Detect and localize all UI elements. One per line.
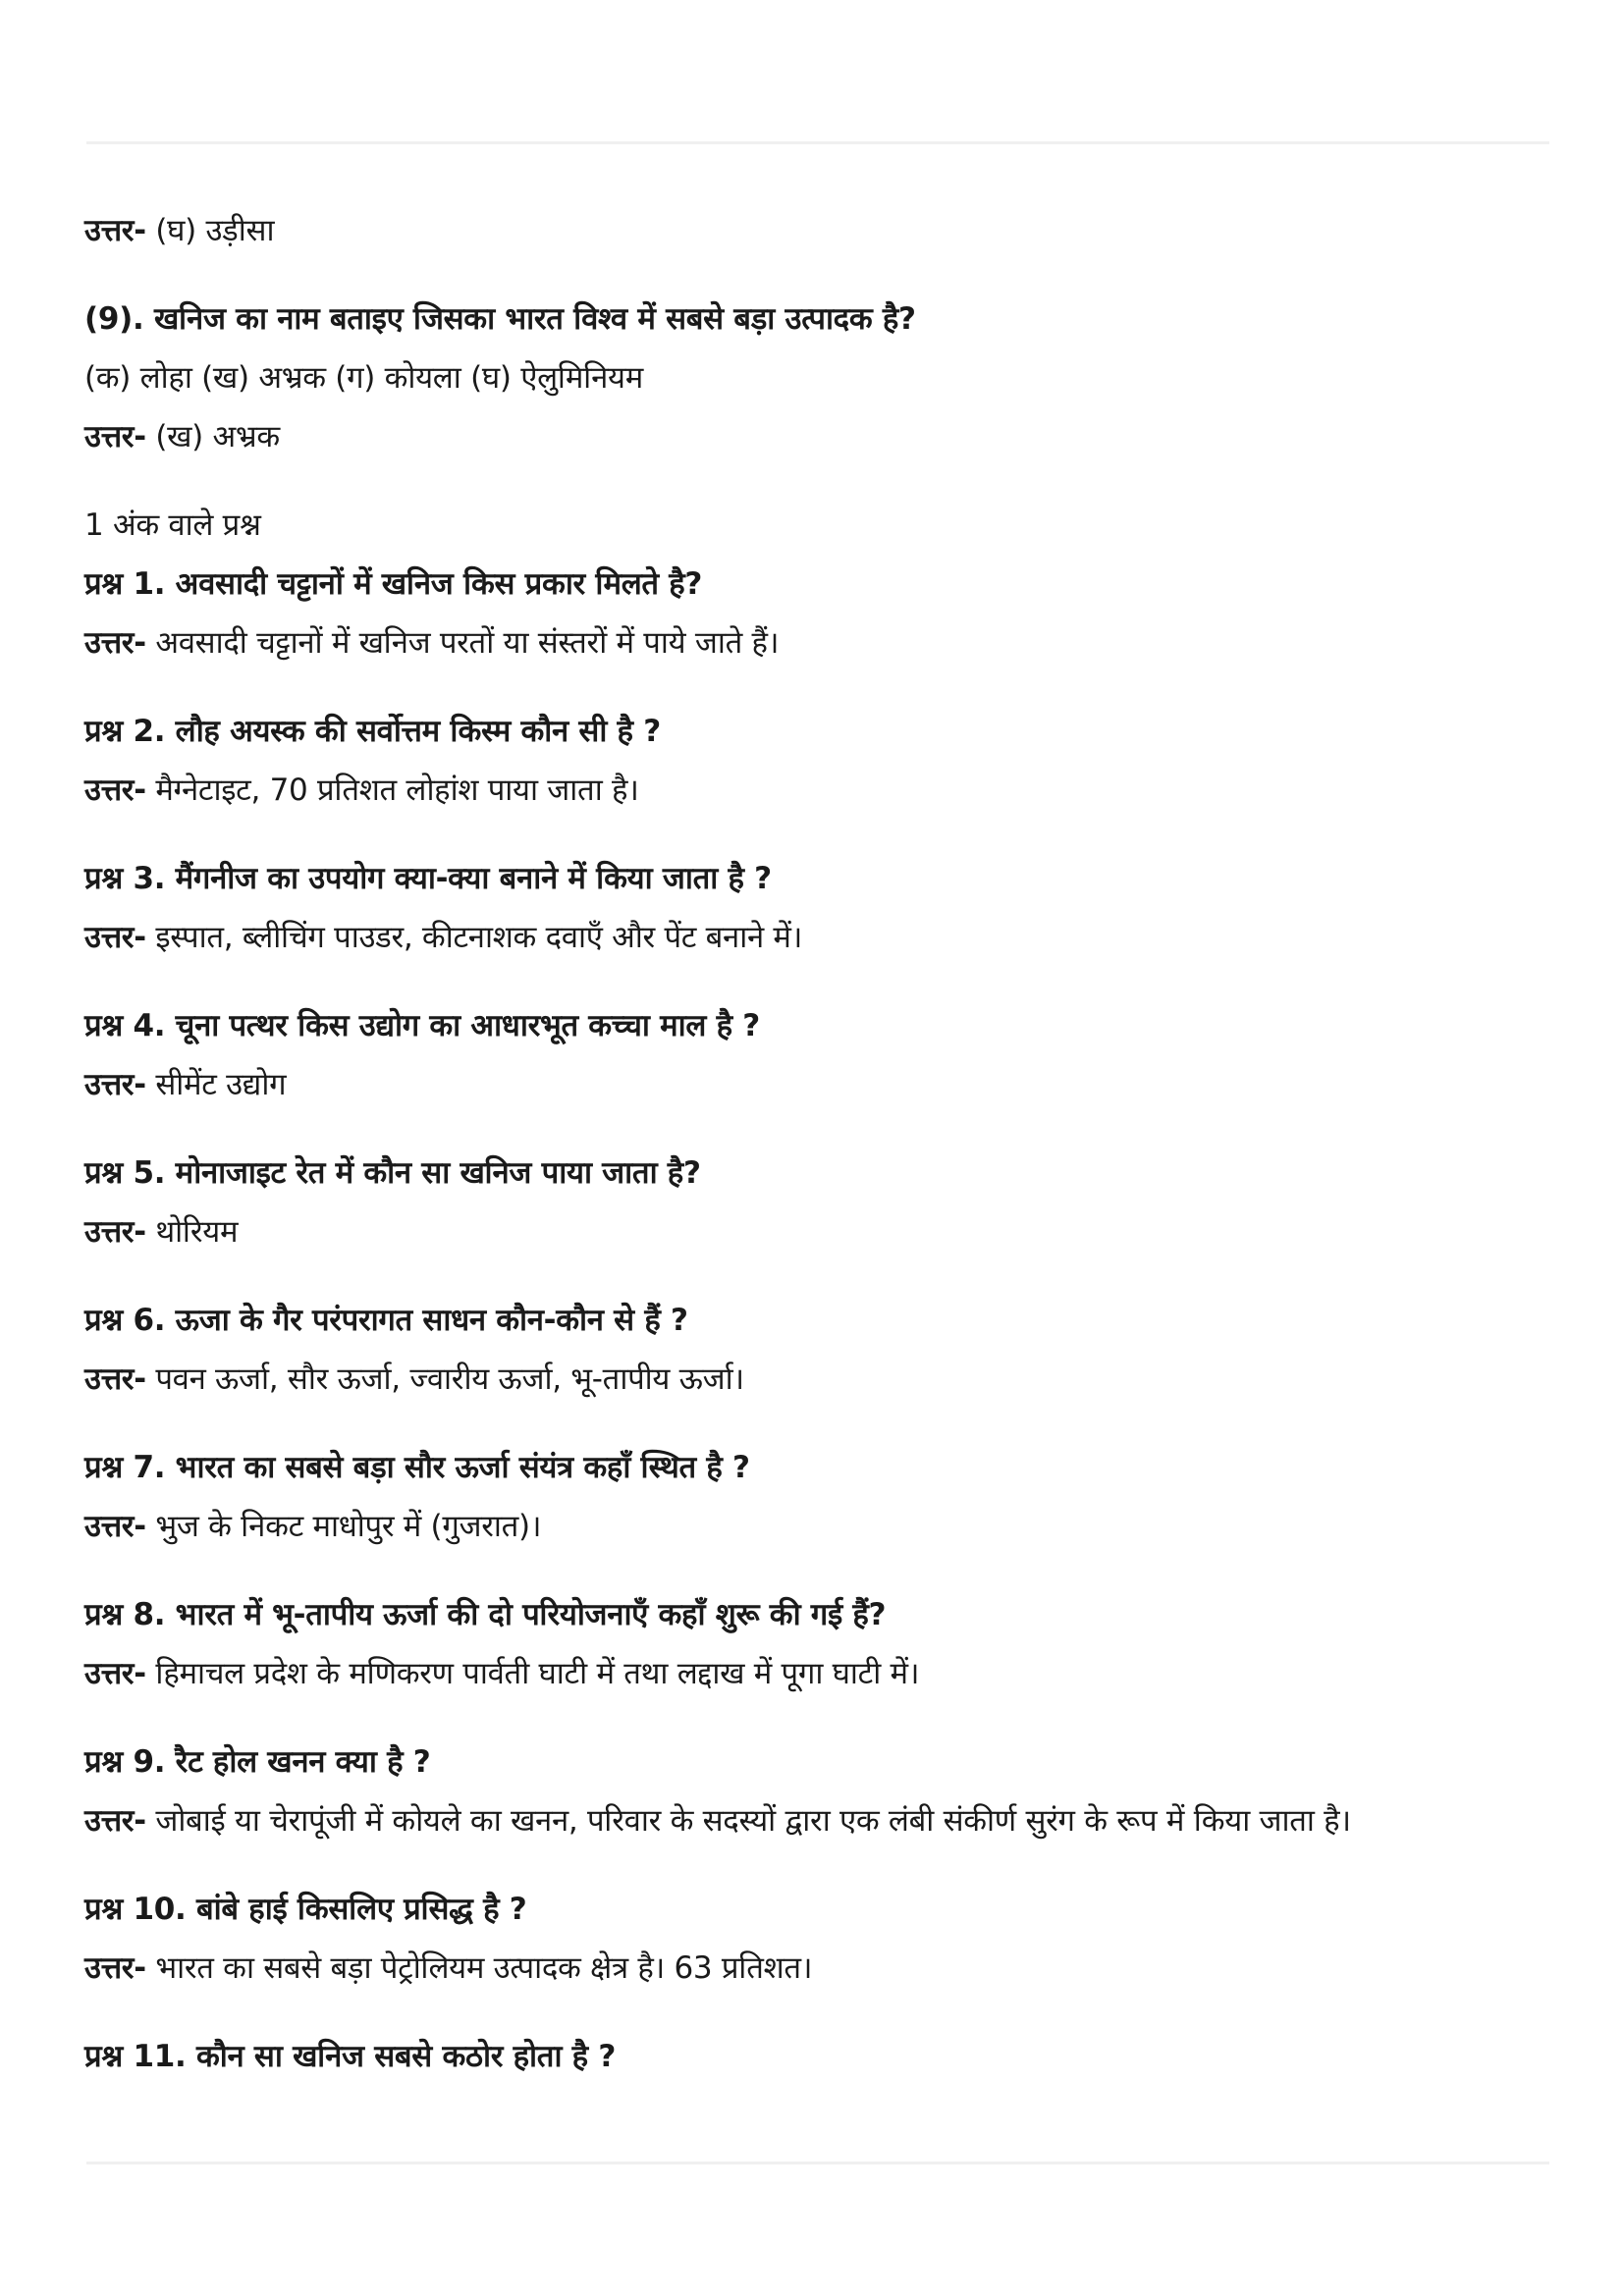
answer-5 <box>84 1202 1557 1261</box>
answer-7 <box>84 1497 1557 1556</box>
answer-text: जोबाई या चेरापूंजी में कोयले का खनन, परिवार के सदस्यों द्वारा एक लंबी संकीर्ण सुरंग के रूप में किया जाता है। <box>145 1803 1351 1839</box>
answer-text: इस्पात, ब्लीचिंग पाउडर, कीटनाशक दवाएँ और पेंट बनाने में। <box>145 920 803 955</box>
answer-10 <box>84 1939 1557 1998</box>
answer-text: (घ) उड़ीसा <box>145 213 275 248</box>
answer-8 <box>84 1644 1557 1703</box>
answer-label: उत्तर- <box>84 920 146 955</box>
mcq-answer <box>84 407 1557 466</box>
answer-text: थोरियम <box>145 1214 239 1250</box>
answer-4 <box>84 1055 1557 1114</box>
answer-label: उत्तर- <box>84 419 146 454</box>
document-body <box>84 201 1557 2086</box>
answer-text: भारत का सबसे बड़ा पेट्रोलियम उत्पादक क्षेत्र है। 63 प्रतिशत। <box>145 1950 813 1986</box>
answer-label: उत्तर- <box>84 1656 146 1691</box>
question-3: प्रश्न 3. मैंगनीज का उपयोग क्या-क्या बनाने में किया जाता है ? <box>84 861 772 896</box>
answer-6 <box>84 1350 1557 1409</box>
question-2: प्रश्न 2. लौह अयस्क की सर्वोत्तम किस्म कौन सी है ? <box>84 714 661 749</box>
question-1: प्रश्न 1. अवसादी चट्टानों में खनिज किस प्रकार मिलते है? <box>84 566 703 602</box>
answer-3 <box>84 908 1557 967</box>
question-8: प्रश्न 8. भारत में भू-तापीय ऊर्जा की दो परियोजनाएँ कहाँ शुरू की गई हैं? <box>84 1597 887 1632</box>
previous-answer <box>84 201 1557 260</box>
answer-1 <box>84 614 1557 672</box>
bottom-divider <box>86 2162 1549 2164</box>
answer-label: उत्तर- <box>84 1067 146 1102</box>
question-7: प्रश्न 7. भारत का सबसे बड़ा सौर ऊर्जा संयंत्र कहाँ स्थित है ? <box>84 1450 750 1485</box>
mcq-options: (क) लोहा (ख) अभ्रक (ग) कोयला (घ) ऐलुमिनियम <box>84 360 643 396</box>
answer-label: उत्तर- <box>84 1803 146 1839</box>
answer-label: उत्तर- <box>84 1950 146 1986</box>
answer-label: उत्तर- <box>84 213 146 248</box>
answer-label: उत्तर- <box>84 1362 146 1397</box>
answer-label: उत्तर- <box>84 1509 146 1544</box>
answer-label: उत्तर- <box>84 625 146 661</box>
question-11: प्रश्न 11. कौन सा खनिज सबसे कठोर होता है ? <box>84 2039 616 2074</box>
answer-9 <box>84 1791 1557 1850</box>
mcq-question: (9). खनिज का नाम बताइए जिसका भारत विश्व में सबसे बड़ा उत्पादक है? <box>84 301 916 337</box>
question-6: प्रश्न 6. ऊजा के गैर परंपरागत साधन कौन-कौन से हैं ? <box>84 1303 688 1338</box>
answer-2 <box>84 761 1557 820</box>
question-9: प्रश्न 9. रैट होल खनन क्या है ? <box>84 1744 431 1780</box>
answer-text: अवसादी चट्टानों में खनिज परतों या संस्तरों में पाये जाते हैं। <box>145 625 780 661</box>
section-title: 1 अंक वाले प्रश्न <box>84 507 261 543</box>
top-divider <box>86 141 1549 144</box>
question-4: प्रश्न 4. चूना पत्थर किस उद्योग का आधारभूत कच्चा माल है ? <box>84 1008 760 1043</box>
answer-text: सीमेंट उद्योग <box>145 1067 287 1102</box>
answer-label: उत्तर- <box>84 773 146 808</box>
answer-text: पवन ऊर्जा, सौर ऊर्जा, ज्वारीय ऊर्जा, भू-तापीय ऊर्जा। <box>145 1362 744 1397</box>
answer-text: (ख) अभ्रक <box>145 419 280 454</box>
answer-text: भुज के निकट माधोपुर में (गुजरात)। <box>145 1509 542 1544</box>
answer-label: उत्तर- <box>84 1214 146 1250</box>
question-10: प्रश्न 10. बांबे हाई किसलिए प्रसिद्ध है ? <box>84 1892 527 1927</box>
question-5: प्रश्न 5. मोनाजाइट रेत में कौन सा खनिज पाया जाता है? <box>84 1155 701 1191</box>
answer-text: हिमाचल प्रदेश के मणिकरण पार्वती घाटी में तथा लद्दाख में पूगा घाटी में। <box>145 1656 920 1691</box>
answer-text: मैग्नेटाइट, 70 प्रतिशत लोहांश पाया जाता है। <box>145 773 639 808</box>
